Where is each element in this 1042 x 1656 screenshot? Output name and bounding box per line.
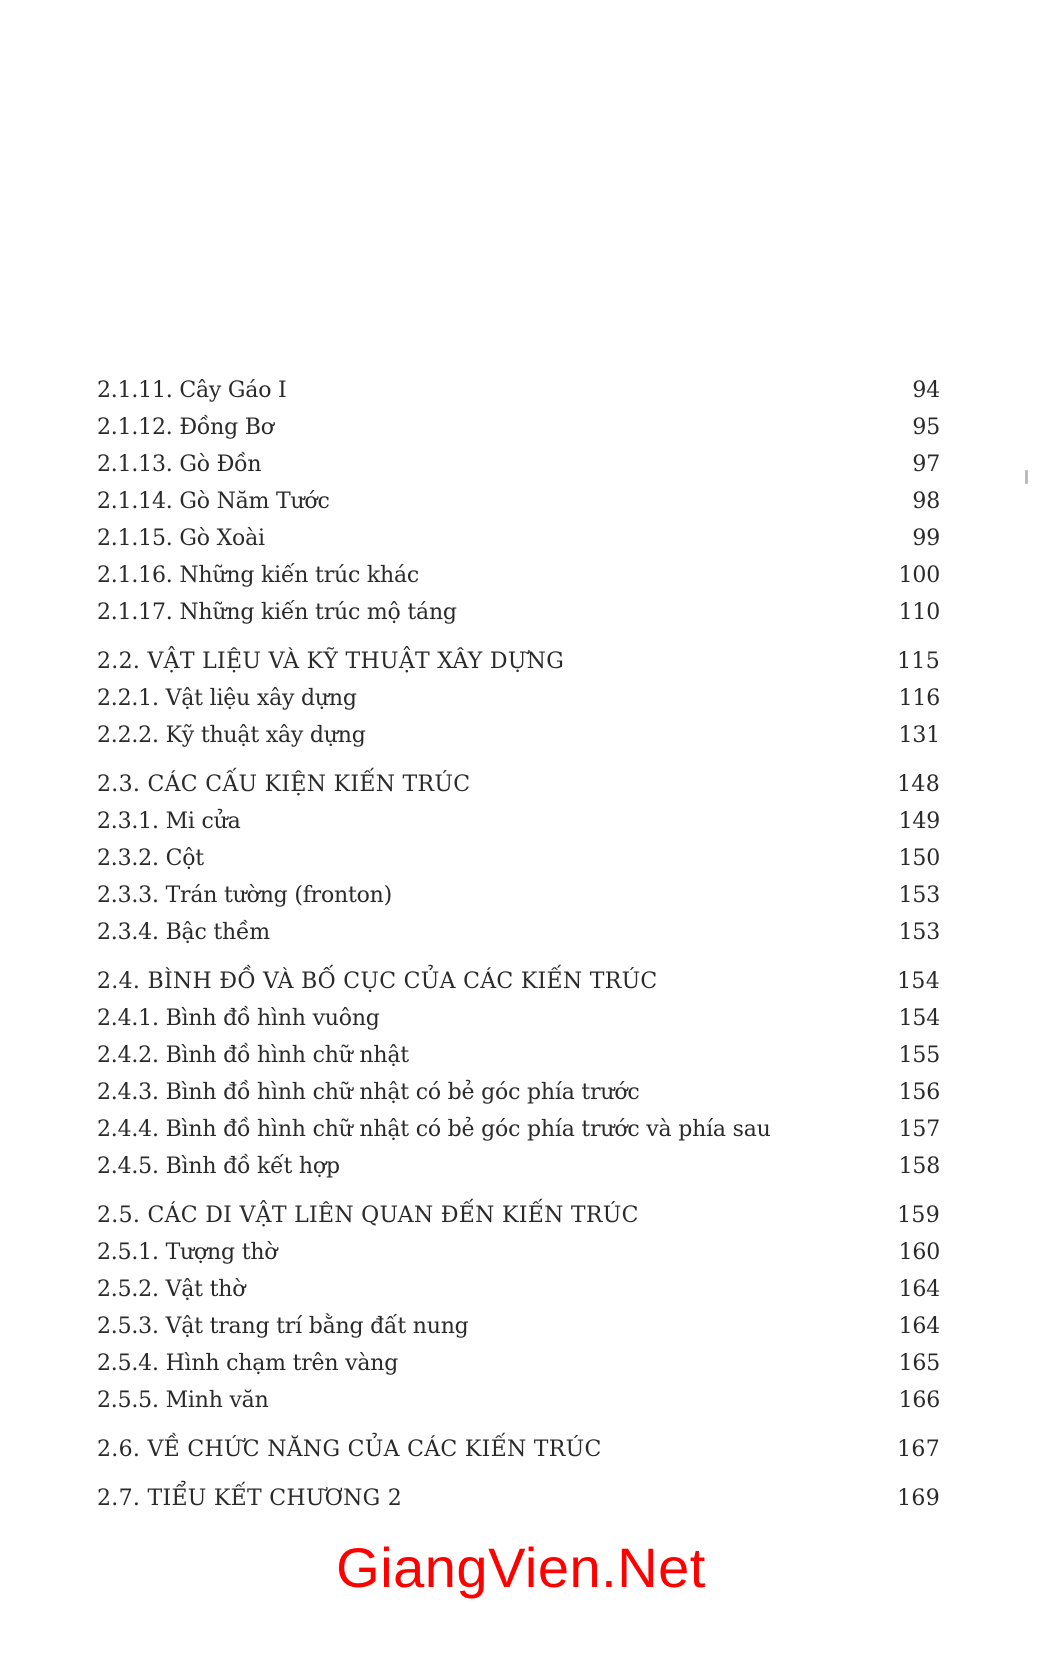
toc-page-number: 100 xyxy=(898,563,940,588)
toc-entry-title: 2.5.1. Tượng thờ xyxy=(97,1240,278,1265)
toc-page-number: 131 xyxy=(898,723,940,748)
toc-page-number: 98 xyxy=(912,489,940,514)
toc-group xyxy=(97,963,940,1185)
toc-group xyxy=(97,1197,940,1419)
toc-page-number: 154 xyxy=(897,969,940,994)
toc-entry-title: 2.1.14. Gò Năm Tước xyxy=(97,489,330,514)
toc-entry-title: 2.4.4. Bình đồ hình chữ nhật có bẻ góc phía trước và phía sau xyxy=(97,1117,771,1142)
toc-entry xyxy=(97,372,940,409)
toc-page-number: 116 xyxy=(898,686,940,711)
toc-entry-title: 2.3.2. Cột xyxy=(97,846,204,871)
toc-entry-title: 2.1.12. Đồng Bơ xyxy=(97,415,274,440)
toc-page-number: 166 xyxy=(898,1388,940,1413)
toc-entry xyxy=(97,680,940,717)
toc-entry xyxy=(97,483,940,520)
toc-entry-title: 2.3.1. Mi cửa xyxy=(97,809,241,834)
toc-entry xyxy=(97,520,940,557)
table-of-contents xyxy=(97,372,940,1529)
toc-entry-title: 2.2.2. Kỹ thuật xây dựng xyxy=(97,723,366,748)
toc-entry-title: 2.1.15. Gò Xoài xyxy=(97,526,265,551)
toc-entry xyxy=(97,1271,940,1308)
toc-entry xyxy=(97,557,940,594)
toc-entry-title: 2.2.1. Vật liệu xây dựng xyxy=(97,686,357,711)
toc-entry xyxy=(97,1234,940,1271)
toc-page-number: 99 xyxy=(912,526,940,551)
toc-entry-title: 2.3.4. Bậc thềm xyxy=(97,920,270,945)
toc-page-number: 169 xyxy=(897,1486,940,1511)
toc-section-heading xyxy=(97,1480,940,1517)
toc-page-number: 160 xyxy=(898,1240,940,1265)
toc-page-number: 94 xyxy=(912,378,940,403)
toc-entry xyxy=(97,446,940,483)
toc-entry xyxy=(97,409,940,446)
toc-entry-title: 2.5. CÁC DI VẬT LIÊN QUAN ĐẾN KIẾN TRÚC xyxy=(97,1203,639,1228)
toc-entry-title: 2.4.2. Bình đồ hình chữ nhật xyxy=(97,1043,409,1068)
toc-page-number: 164 xyxy=(898,1277,940,1302)
toc-entry xyxy=(97,877,940,914)
toc-page-number: 159 xyxy=(897,1203,940,1228)
toc-page-number: 165 xyxy=(898,1351,940,1376)
toc-page-number: 154 xyxy=(898,1006,940,1031)
toc-entry xyxy=(97,1000,940,1037)
toc-page-number: 156 xyxy=(898,1080,940,1105)
toc-page-number: 95 xyxy=(912,415,940,440)
toc-entry-title: 2.5.3. Vật trang trí bằng đất nung xyxy=(97,1314,469,1339)
toc-entry xyxy=(97,594,940,631)
toc-section-heading xyxy=(97,1197,940,1234)
toc-page-number: 149 xyxy=(898,809,940,834)
toc-entry-title: 2.5.4. Hình chạm trên vàng xyxy=(97,1351,399,1376)
toc-entry xyxy=(97,1074,940,1111)
toc-entry-title: 2.4.3. Bình đồ hình chữ nhật có bẻ góc phía trước xyxy=(97,1080,640,1105)
watermark-text: GiangVien.Net xyxy=(336,1536,706,1599)
toc-section-heading xyxy=(97,1431,940,1468)
toc-entry-title: 2.4.5. Bình đồ kết hợp xyxy=(97,1154,340,1179)
toc-entry-title: 2.4. BÌNH ĐỒ VÀ BỐ CỤC CỦA CÁC KIẾN TRÚC xyxy=(97,969,658,994)
toc-entry xyxy=(97,1111,940,1148)
toc-section-heading xyxy=(97,963,940,1000)
toc-group xyxy=(97,766,940,951)
toc-entry-title: 2.7. TIỂU KẾT CHƯƠNG 2 xyxy=(97,1486,403,1511)
toc-page-number: 155 xyxy=(898,1043,940,1068)
scan-speck xyxy=(1025,470,1028,484)
toc-page-number: 158 xyxy=(898,1154,940,1179)
toc-entry xyxy=(97,1037,940,1074)
toc-page-number: 167 xyxy=(897,1437,940,1462)
toc-group xyxy=(97,643,940,754)
toc-page-number: 153 xyxy=(898,920,940,945)
toc-page-number: 153 xyxy=(898,883,940,908)
toc-entry xyxy=(97,1308,940,1345)
toc-entry-title: 2.3.3. Trán tường (fronton) xyxy=(97,883,393,908)
toc-page-number: 110 xyxy=(898,600,940,625)
toc-page-number: 150 xyxy=(898,846,940,871)
toc-section-heading xyxy=(97,643,940,680)
toc-entry-title: 2.1.13. Gò Đồn xyxy=(97,452,262,477)
toc-section-heading xyxy=(97,766,940,803)
toc-entry xyxy=(97,803,940,840)
toc-entry xyxy=(97,1148,940,1185)
toc-page-number: 148 xyxy=(897,772,940,797)
toc-entry-title: 2.3. CÁC CẤU KIỆN KIẾN TRÚC xyxy=(97,772,471,797)
toc-entry xyxy=(97,717,940,754)
toc-entry xyxy=(97,1382,940,1419)
toc-entry-title: 2.6. VỀ CHỨC NĂNG CỦA CÁC KIẾN TRÚC xyxy=(97,1437,602,1462)
toc-entry-title: 2.5.2. Vật thờ xyxy=(97,1277,246,1302)
toc-entry-title: 2.4.1. Bình đồ hình vuông xyxy=(97,1006,380,1031)
toc-page-number: 115 xyxy=(897,649,940,674)
toc-entry-title: 2.5.5. Minh văn xyxy=(97,1388,269,1413)
toc-page-number: 164 xyxy=(898,1314,940,1339)
toc-entry-title: 2.1.17. Những kiến trúc mộ táng xyxy=(97,600,457,625)
toc-entry xyxy=(97,1345,940,1382)
toc-entry xyxy=(97,840,940,877)
toc-entry xyxy=(97,914,940,951)
toc-entry-title: 2.1.16. Những kiến trúc khác xyxy=(97,563,420,588)
toc-page-number: 97 xyxy=(912,452,940,477)
toc-entry-title: 2.1.11. Cây Gáo I xyxy=(97,378,287,403)
toc-page-number: 157 xyxy=(898,1117,940,1142)
toc-group xyxy=(97,372,940,631)
toc-entry-title: 2.2. VẬT LIỆU VÀ KỸ THUẬT XÂY DỰNG xyxy=(97,649,565,674)
toc-group xyxy=(97,1480,940,1517)
toc-group xyxy=(97,1431,940,1468)
